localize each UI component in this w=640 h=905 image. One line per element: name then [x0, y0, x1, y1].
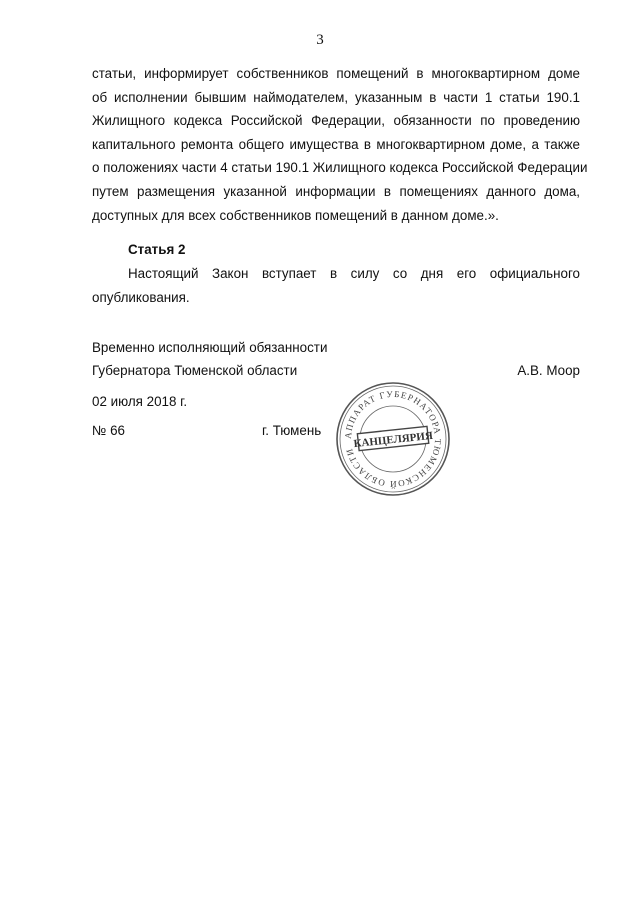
paragraph-line: доступных для всех собственников помещений в данном доме.».: [92, 207, 499, 223]
paragraph-1: [92, 62, 588, 227]
paragraph-line: Жилищного кодекса Российской Федерации, обязанности по проведению: [92, 113, 580, 129]
signatory-position-line1: Временно исполняющий обязанности: [92, 340, 328, 355]
signatory-position-line2: Губернатора Тюменской области: [92, 363, 298, 378]
paragraph-line: об исполнении бывшим наймодателем, указанным в части 1 статьи 190.1: [92, 89, 580, 105]
document-date: 02 июля 2018 г.: [92, 394, 188, 409]
paragraph-line: опубликования.: [92, 289, 190, 305]
page-number: 3: [316, 32, 324, 48]
document-city: г. Тюмень: [262, 423, 322, 438]
official-seal: [334, 380, 452, 498]
paragraph-line: Настоящий Закон вступает в силу со дня его официального: [128, 266, 580, 281]
paragraph-line: капитального ремонта общего имущества в многоквартирном доме, а также: [92, 136, 580, 152]
paragraph-line: о положениях части 4 статьи 190.1 Жилищного кодекса Российской Федерации: [92, 160, 588, 176]
document-number: № 66: [92, 423, 125, 438]
paragraph-line: статьи, информирует собственников помещений в многоквартирном доме: [92, 66, 580, 81]
article-paragraph: [92, 262, 580, 309]
svg-text:АППАРАТ ГУБЕРНАТОРА ТЮМЕНСКОЙ: АППАРАТ ГУБЕРНАТОРА ТЮМЕНСКОЙ ОБЛАСТИ: [342, 388, 444, 490]
article-heading: Статья 2: [128, 242, 186, 257]
seal-stamp-icon: [334, 380, 452, 498]
svg-text:КАНЦЕЛЯРИЯ: КАНЦЕЛЯРИЯ: [353, 429, 434, 451]
signatory-name: А.В. Моор: [517, 363, 580, 378]
paragraph-line: путем размещения указанной информации в помещениях данного дома,: [92, 183, 580, 199]
